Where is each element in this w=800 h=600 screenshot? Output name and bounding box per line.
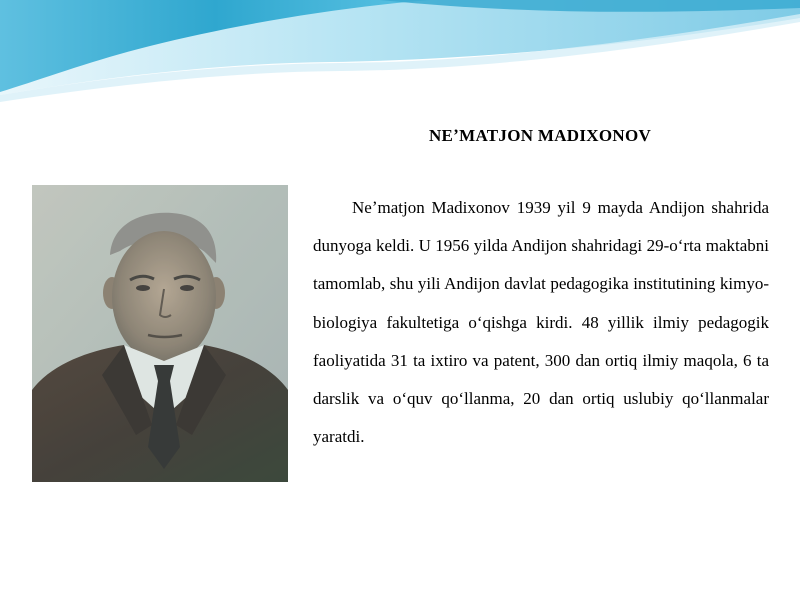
portrait-photo [32,185,288,482]
biography-paragraph: Neʼmatjon Madixonov 1939 yil 9 mayda Andijon shahrida dunyoga keldi. U 1956 yilda Andijon shahridagi 29-o‘rta maktabni tamomlab, shu yili Andijon davlat pedagogika institutining kimyo-biologiya fakultetiga o‘qishga kirdi. 48 yillik ilmiy pedagogik faoliyatida 31 ta ixtiro va patent, 300 dan ortiq ilmiy maqola, 6 ta darslik va o‘quv qo‘llanma, 20 dan ortiq uslubiy qo‘llanmalar yaratdi. [313,198,769,447]
header-wave-decoration [0,0,800,120]
page-title: NEʼMATJON MADIXONOV [428,126,652,145]
